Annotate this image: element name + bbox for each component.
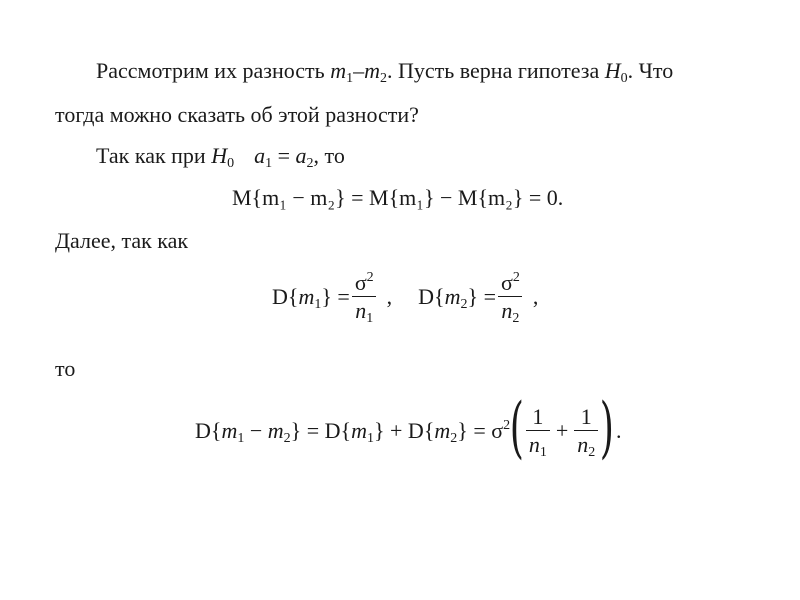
paragraph-dalee	[55, 230, 188, 252]
var-H: H	[211, 143, 228, 168]
right-paren: )	[600, 389, 615, 466]
text-fragment: . Пусть верна гипотеза	[386, 58, 605, 83]
equals: =	[272, 143, 296, 168]
sub-0: 0	[227, 156, 235, 171]
period: .	[616, 418, 622, 443]
equals-sigma: } = σ	[457, 418, 504, 443]
fraction-1-over-n1	[526, 404, 550, 460]
var-m: m	[330, 58, 347, 83]
var-a: a	[254, 143, 266, 168]
minus: −	[244, 418, 268, 443]
equation-variance-difference	[195, 389, 622, 466]
plus-sign: +	[555, 418, 569, 443]
lhs-D-difference	[195, 418, 510, 444]
text-fragment: Далее, так как	[55, 228, 189, 253]
var-n: n	[355, 298, 367, 323]
text-fragment: то	[55, 356, 76, 381]
equation-expectation	[232, 187, 563, 209]
var-m: m	[267, 418, 284, 443]
var-n: n	[577, 432, 589, 457]
equation-variances	[272, 270, 539, 326]
sup-2: 2	[366, 270, 374, 285]
sub-1: 1	[366, 311, 374, 326]
close-eq: } =	[321, 284, 350, 309]
comma: ,	[532, 284, 539, 309]
left-paren: (	[509, 389, 525, 466]
sub-2: 2	[379, 71, 387, 86]
sub-2: 2	[306, 156, 314, 171]
equals-D: } = D{	[290, 418, 352, 443]
D-open: D{	[418, 284, 445, 309]
text-fragment: Так как при	[96, 143, 212, 168]
sup-2: 2	[512, 270, 520, 285]
paragraph-1-line-1	[96, 58, 674, 86]
sub-2: 2	[283, 431, 291, 446]
var-n: n	[501, 298, 513, 323]
comma: ,	[386, 284, 393, 309]
close-eq: } =	[467, 284, 496, 309]
sub-1: 1	[366, 431, 374, 446]
numerator-1: 1	[532, 404, 544, 429]
paragraph-to	[55, 358, 75, 380]
D-m1-lhs	[272, 284, 350, 310]
D-m2-lhs	[418, 284, 496, 310]
sub-1: 1	[265, 156, 273, 171]
var-n: n	[528, 432, 540, 457]
fraction-sigma-over-n2	[498, 270, 523, 326]
sub-2: 2	[450, 431, 458, 446]
var-m: m	[444, 284, 461, 309]
var-H: H	[604, 58, 621, 83]
sub-2: 2	[460, 297, 468, 312]
D-open: D{	[272, 284, 299, 309]
sub-2: 2	[588, 445, 596, 460]
var-a: a	[295, 143, 307, 168]
sigma: σ	[354, 270, 367, 295]
paragraph-2	[96, 143, 345, 171]
text-fragment: , то	[313, 143, 345, 168]
sub-1: 1	[237, 431, 245, 446]
var-m: m	[298, 284, 315, 309]
sub-1: 1	[346, 71, 354, 86]
equation-text: M{m₁ − m₂} = M{m₁} − M{m₂} = 0.	[232, 185, 564, 210]
var-m: m	[364, 58, 380, 83]
sub-1: 1	[314, 297, 322, 312]
sigma: σ	[500, 270, 513, 295]
text-fragment: Рассмотрим их разность	[96, 58, 331, 83]
fraction-1-over-n2	[574, 404, 598, 460]
text-fragment: тогда можно сказать об этой разности?	[55, 102, 419, 127]
dash: –	[353, 58, 365, 83]
var-m: m	[434, 418, 451, 443]
sup-2: 2	[503, 418, 511, 433]
sub-1: 1	[539, 445, 547, 460]
var-m: m	[221, 418, 238, 443]
plus-D: } + D{	[373, 418, 435, 443]
D-open: D{	[195, 418, 222, 443]
paragraph-1-line-2	[55, 104, 419, 126]
text-fragment: . Что	[627, 58, 674, 83]
sub-0: 0	[620, 71, 628, 86]
fraction-sigma-over-n1	[352, 270, 377, 326]
numerator-1: 1	[580, 404, 592, 429]
var-m: m	[351, 418, 367, 443]
sub-2: 2	[512, 311, 520, 326]
